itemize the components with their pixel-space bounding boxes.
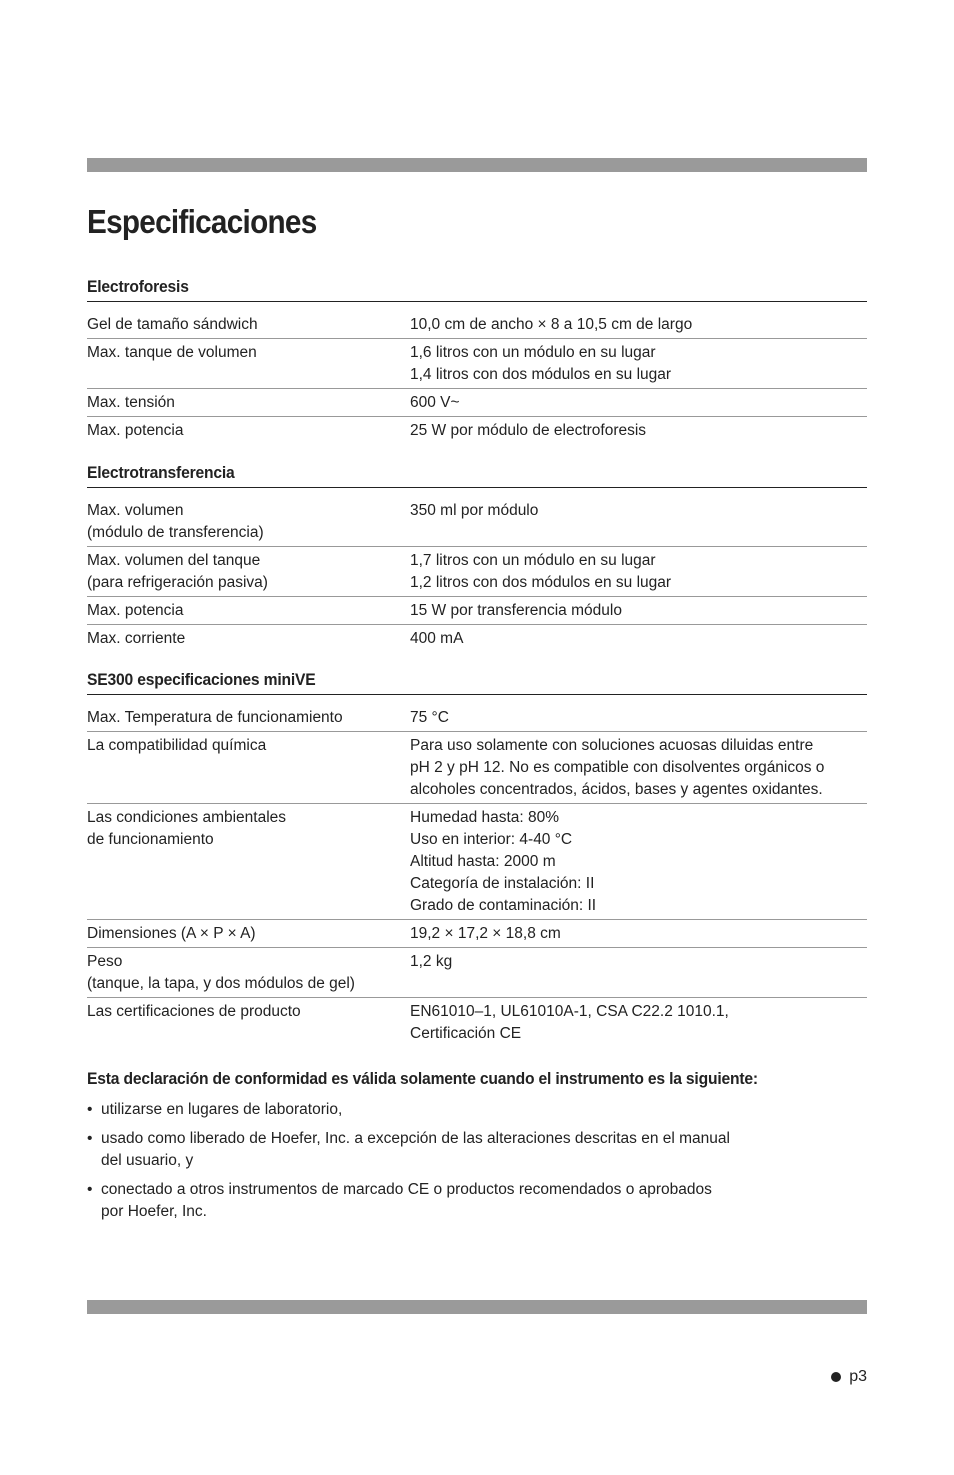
spec-label-line: Max. corriente — [87, 630, 186, 647]
spec-row — [87, 624, 867, 652]
spec-row — [87, 919, 867, 947]
spec-value-line: 19,2 × 17,2 × 18,8 cm — [410, 925, 561, 942]
spec-value-line: Certificación CE — [410, 1025, 522, 1042]
bullet-dot-icon: • — [87, 1181, 93, 1198]
section-heading: Electroforesis — [87, 277, 189, 296]
section-se300 — [87, 669, 867, 1047]
page-title: Especificaciones — [87, 203, 317, 240]
spec-value — [410, 807, 867, 917]
page-number: p3 — [849, 1368, 867, 1385]
spec-label — [87, 923, 410, 945]
declaration-bullet — [87, 1179, 867, 1223]
declaration-bullet — [87, 1099, 867, 1121]
spec-value-line: 400 mA — [410, 630, 464, 647]
spec-label-line: (tanque, la tapa, y dos módulos de gel) — [87, 975, 355, 992]
spec-label — [87, 420, 410, 442]
bullet-circle-icon — [831, 1372, 841, 1382]
spec-value-line: 350 ml por módulo — [410, 502, 539, 519]
spec-value-line: 10,0 cm de ancho × 8 a 10,5 cm de largo — [410, 316, 693, 333]
spec-value — [410, 923, 867, 945]
spec-value — [410, 951, 867, 995]
bullet-text — [101, 1099, 342, 1121]
spec-label-line: Las certificaciones de producto — [87, 1003, 301, 1020]
spec-label-line: (para refrigeración pasiva) — [87, 574, 268, 591]
spec-value-line: 25 W por módulo de electroforesis — [410, 422, 647, 439]
spec-row — [87, 707, 867, 731]
spec-label — [87, 550, 410, 594]
bottom-rule-bar — [87, 1300, 867, 1314]
spec-label-line: Max. volumen del tanque — [87, 552, 261, 569]
spec-value-line: 15 W por transferencia módulo — [410, 602, 622, 619]
spec-value — [410, 392, 867, 414]
spec-label-line: Max. tensión — [87, 394, 175, 411]
spec-label-line: Peso — [87, 953, 123, 970]
spec-row — [87, 546, 867, 596]
spec-value-line: EN61010–1, UL61010A-1, CSA C22.2 1010.1, — [410, 1003, 729, 1020]
spec-row — [87, 731, 867, 803]
spec-label — [87, 1001, 410, 1045]
spec-label-line: Dimensiones (A × P × A) — [87, 925, 256, 942]
bullet-text — [101, 1179, 712, 1223]
declaration-bullet — [87, 1128, 867, 1172]
spec-value — [410, 420, 867, 442]
spec-value-line: alcoholes concentrados, ácidos, bases y agentes oxidantes. — [410, 781, 823, 798]
spec-label-line: Max. potencia — [87, 422, 184, 439]
spec-value — [410, 314, 867, 336]
section-rule — [87, 694, 867, 707]
spec-row — [87, 596, 867, 624]
declaration-bullet-list — [87, 1099, 867, 1230]
spec-row — [87, 388, 867, 416]
bullet-text — [101, 1128, 730, 1172]
spec-label — [87, 951, 410, 995]
spec-label — [87, 342, 410, 386]
spec-value-line: Grado de contaminación: II — [410, 897, 597, 914]
spec-label — [87, 314, 410, 336]
spec-row — [87, 500, 867, 546]
section-electrotransferencia — [87, 462, 867, 652]
spec-label — [87, 807, 410, 917]
section-electroforesis — [87, 276, 867, 444]
spec-value-line: Categoría de instalación: II — [410, 875, 595, 892]
spec-value — [410, 707, 867, 729]
spec-label — [87, 628, 410, 650]
spec-label-line: La compatibilidad química — [87, 737, 267, 754]
spec-value — [410, 342, 867, 386]
bullet-text-line: del usuario, y — [101, 1152, 194, 1169]
spec-label-line: de funcionamiento — [87, 831, 214, 848]
spec-value-line: Humedad hasta: 80% — [410, 809, 560, 826]
section-rule — [87, 301, 867, 314]
spec-label — [87, 707, 410, 729]
spec-label-line: Max. Temperatura de funcionamiento — [87, 709, 343, 726]
section-rule — [87, 487, 867, 500]
spec-value — [410, 628, 867, 650]
bullet-text-line: usado como liberado de Hoefer, Inc. a excepción de las alteraciones descritas en el manual — [101, 1130, 730, 1147]
spec-row — [87, 416, 867, 444]
spec-label-line: Max. potencia — [87, 602, 184, 619]
spec-label — [87, 392, 410, 414]
spec-value — [410, 550, 867, 594]
spec-value-line: 1,2 kg — [410, 953, 453, 970]
bullet-dot-icon: • — [87, 1101, 93, 1118]
spec-label — [87, 500, 410, 544]
top-rule-bar — [87, 158, 867, 172]
declaration-heading: Esta declaración de conformidad es válida solamente cuando el instrumento es la siguiente: — [87, 1069, 758, 1088]
bullet-text-line: por Hoefer, Inc. — [101, 1203, 207, 1220]
spec-table — [87, 314, 867, 444]
spec-label-line: Gel de tamaño sándwich — [87, 316, 258, 333]
spec-label — [87, 735, 410, 801]
section-heading: SE300 especificaciones miniVE — [87, 670, 316, 689]
spec-value-line: 1,2 litros con dos módulos en su lugar — [410, 574, 672, 591]
spec-row — [87, 997, 867, 1047]
spec-table — [87, 500, 867, 652]
spec-value-line: Para uso solamente con soluciones acuosas diluidas entre — [410, 737, 814, 754]
bullet-text-line: conectado a otros instrumentos de marcado CE o productos recomendados o aprobados — [101, 1181, 712, 1198]
bullet-dot-icon: • — [87, 1130, 93, 1147]
spec-label-line: Las condiciones ambientales — [87, 809, 287, 826]
section-heading: Electrotransferencia — [87, 463, 235, 482]
spec-value-line: Uso en interior: 4-40 °C — [410, 831, 573, 848]
spec-row — [87, 338, 867, 388]
spec-value-line: 1,4 litros con dos módulos en su lugar — [410, 366, 672, 383]
spec-row — [87, 947, 867, 997]
spec-value — [410, 600, 867, 622]
spec-label-line: Max. volumen — [87, 502, 184, 519]
spec-value-line: 75 °C — [410, 709, 449, 726]
spec-table — [87, 707, 867, 1047]
spec-value-line: 1,7 litros con un módulo en su lugar — [410, 552, 656, 569]
spec-label-line: Max. tanque de volumen — [87, 344, 257, 361]
spec-label — [87, 600, 410, 622]
spec-value — [410, 735, 867, 801]
spec-value — [410, 500, 867, 544]
bullet-text-line: utilizarse en lugares de laboratorio, — [101, 1101, 343, 1118]
page-footer — [831, 1368, 867, 1386]
spec-value-line: 1,6 litros con un módulo en su lugar — [410, 344, 656, 361]
spec-value-line: 600 V~ — [410, 394, 460, 411]
spec-row — [87, 803, 867, 919]
spec-row — [87, 314, 867, 338]
spec-label-line: (módulo de transferencia) — [87, 524, 264, 541]
spec-value-line: pH 2 y pH 12. No es compatible con disolventes orgánicos o — [410, 759, 825, 776]
spec-value-line: Altitud hasta: 2000 m — [410, 853, 556, 870]
spec-value — [410, 1001, 867, 1045]
